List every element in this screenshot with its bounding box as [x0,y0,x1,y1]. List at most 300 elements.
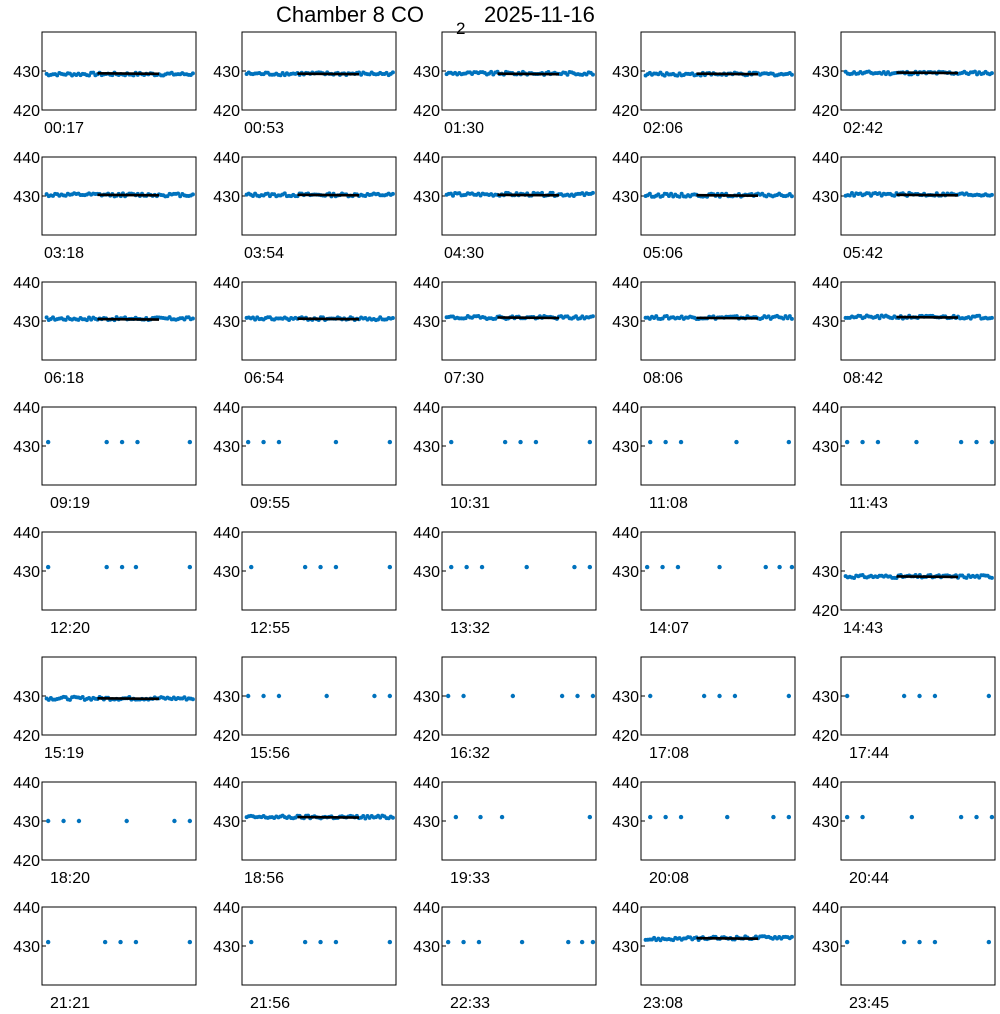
panel-time-label: 23:08 [643,995,684,1012]
data-point [461,694,465,698]
data-point [134,940,138,944]
data-point [261,694,265,698]
y-tick-label: 440 [413,900,440,917]
data-point [391,316,395,320]
panel-0354 [213,150,396,262]
y-tick-label: 440 [13,400,40,417]
panel-1856 [213,775,396,887]
panel-axes-box [641,782,795,860]
data-point [391,816,395,820]
data-point [845,815,849,819]
panel-0053 [213,32,396,137]
panel-time-label: 12:20 [50,620,91,637]
data-point [261,440,265,444]
data-point [334,565,338,569]
data-point [679,815,683,819]
data-point [454,815,458,819]
y-tick-label: 430 [612,314,639,331]
data-point [959,440,963,444]
panel-0919 [13,400,196,512]
panel-axes-box [641,907,795,985]
data-point [277,440,281,444]
data-point [334,940,338,944]
y-tick-label: 440 [812,400,839,417]
fit-line [497,195,559,196]
data-point [648,815,652,819]
data-point [717,694,721,698]
panel-1556 [213,657,396,762]
y-tick-label: 430 [213,189,240,206]
title-prefix: Chamber 8 CO [276,2,424,27]
panel-0318 [13,150,196,262]
data-point [679,440,683,444]
data-point [303,565,307,569]
panel-time-label: 09:55 [250,495,291,512]
panel-time-label: 11:08 [649,495,688,512]
y-tick-label: 420 [812,603,839,620]
data-point [477,940,481,944]
y-tick-label: 440 [213,150,240,167]
data-point [188,565,192,569]
panel-2121 [13,900,196,1012]
y-tick-label: 420 [612,728,639,745]
panel-1519 [13,657,196,762]
y-tick-label: 430 [413,939,440,956]
panel-1031 [413,400,596,512]
y-tick-label: 430 [413,439,440,456]
panel-0206 [612,32,795,137]
y-tick-label: 440 [612,275,639,292]
panel-0017 [13,32,196,137]
y-tick-label: 430 [812,189,839,206]
panel-series [645,565,794,569]
y-tick-label: 440 [213,775,240,792]
panel-series [845,815,994,819]
panel-series [648,694,791,698]
panel-1255 [213,525,396,637]
fit-line [97,195,159,196]
data-point [46,819,50,823]
data-point [933,694,937,698]
panel-axes-box [841,282,995,360]
data-point [188,819,192,823]
y-tick-label: 440 [13,900,40,917]
panel-1332 [413,525,596,637]
data-point [580,940,584,944]
panel-series [845,694,991,698]
y-tick-label: 430 [13,939,40,956]
data-point [511,694,515,698]
y-tick-label: 440 [413,275,440,292]
y-tick-label: 440 [213,525,240,542]
panel-time-label: 03:18 [44,245,85,262]
y-tick-label: 420 [13,728,40,745]
data-point [717,565,721,569]
panel-series [454,815,592,819]
data-point [845,440,849,444]
data-point [787,694,791,698]
data-point [790,194,794,198]
data-point [959,815,963,819]
panel-time-label: 02:06 [643,120,684,137]
data-point [388,940,392,944]
panel-series [648,440,791,444]
panel-1220 [13,525,196,637]
panel-axes-box [442,282,596,360]
data-point [990,440,994,444]
data-point [725,815,729,819]
panel-time-label: 17:44 [849,745,890,762]
data-point [676,565,680,569]
y-tick-label: 420 [13,853,40,870]
panel-series [845,440,994,444]
data-point [77,819,81,823]
panel-time-label: 18:20 [50,870,91,887]
data-point [461,940,465,944]
panel-time-label: 01:30 [444,120,485,137]
panel-time-label: 17:08 [649,745,690,762]
data-point [990,316,994,320]
panel-time-label: 22:33 [450,995,491,1012]
panel-axes-box [641,532,795,610]
panel-series [446,694,595,698]
panel-time-label: 13:32 [450,620,491,637]
panel-time-label: 06:18 [44,370,85,387]
panel-time-label: 20:08 [649,870,690,887]
data-point [876,440,880,444]
y-tick-label: 440 [13,525,40,542]
data-point [591,940,595,944]
data-point [388,694,392,698]
data-point [135,440,139,444]
panel-series [246,694,392,698]
panel-0506 [612,150,795,262]
y-tick-label: 420 [413,728,440,745]
panel-axes-box [641,32,795,110]
data-point [61,819,65,823]
data-point [104,440,108,444]
y-tick-label: 440 [413,775,440,792]
data-point [787,440,791,444]
y-tick-label: 440 [612,400,639,417]
data-point [987,940,991,944]
y-tick-label: 440 [13,150,40,167]
data-point [46,940,50,944]
data-point [902,940,906,944]
data-point [391,192,395,196]
panel-series [249,940,392,944]
panel-time-label: 20:44 [849,870,890,887]
data-point [575,694,579,698]
y-tick-label: 440 [612,150,639,167]
y-tick-label: 430 [213,564,240,581]
panel-time-label: 04:30 [444,245,485,262]
y-tick-label: 430 [812,314,839,331]
data-point [771,815,775,819]
y-tick-label: 430 [413,314,440,331]
data-point [663,815,667,819]
data-point [990,576,994,580]
panel-series [46,565,192,569]
data-point [902,694,906,698]
data-point [191,192,195,196]
panel-axes-box [42,907,196,985]
fit-line [97,319,159,320]
data-point [591,191,595,195]
y-tick-label: 440 [812,150,839,167]
data-point [118,940,122,944]
panel-axes-box [841,407,995,485]
panel-time-label: 07:30 [444,370,485,387]
data-point [318,940,322,944]
panel-1108 [612,400,795,512]
y-tick-label: 430 [612,439,639,456]
panel-time-label: 15:19 [44,745,85,762]
panel-axes-box [242,907,396,985]
panel-axes-box [841,532,995,610]
data-point [987,694,991,698]
data-point [520,940,524,944]
panel-time-label: 08:06 [643,370,684,387]
panel-0806 [612,275,795,387]
y-tick-label: 430 [612,564,639,581]
data-point [990,815,994,819]
panel-0130 [413,32,596,137]
panel-grid [13,32,995,1012]
data-point [391,70,395,74]
panel-1933 [413,775,596,887]
panel-time-label: 00:17 [44,120,85,137]
y-tick-label: 440 [213,900,240,917]
y-tick-label: 430 [13,439,40,456]
data-point [648,440,652,444]
data-point [734,440,738,444]
data-point [534,440,538,444]
panel-1744 [812,657,995,762]
panel-time-label: 00:53 [244,120,285,137]
fit-line [297,195,359,196]
fit-line [696,74,758,75]
data-point [318,565,322,569]
data-point [246,440,250,444]
data-point [974,815,978,819]
y-tick-label: 440 [413,525,440,542]
y-tick-label: 440 [413,400,440,417]
panel-series [449,440,592,444]
fit-line [896,317,958,318]
panel-axes-box [442,532,596,610]
y-tick-label: 430 [413,189,440,206]
data-point [764,565,768,569]
data-point [103,940,107,944]
data-point [790,317,794,321]
fit-line [97,698,159,699]
figure-title [276,2,595,38]
data-point [733,694,737,698]
data-point [787,815,791,819]
data-point [246,694,250,698]
y-tick-label: 440 [612,525,639,542]
panel-series [46,819,192,823]
data-point [46,565,50,569]
y-tick-label: 440 [812,775,839,792]
data-point [478,815,482,819]
data-point [334,440,338,444]
data-point [860,440,864,444]
y-tick-label: 440 [812,275,839,292]
data-point [503,440,507,444]
data-point [449,565,453,569]
data-point [790,935,794,939]
panel-0542 [812,150,995,262]
panel-axes-box [442,782,596,860]
panel-time-label: 19:33 [450,870,491,887]
y-tick-label: 440 [612,900,639,917]
panel-0654 [213,275,396,387]
y-tick-label: 430 [812,814,839,831]
data-point [191,697,195,701]
data-point [120,565,124,569]
data-point [480,565,484,569]
data-point [372,694,376,698]
y-tick-label: 440 [413,150,440,167]
y-tick-label: 430 [13,814,40,831]
panel-axes-box [841,782,995,860]
panel-axes-box [42,532,196,610]
y-tick-label: 440 [612,775,639,792]
panel-time-label: 14:43 [843,620,884,637]
data-point [777,565,781,569]
y-tick-label: 440 [13,275,40,292]
data-point [500,815,504,819]
panel-series [449,565,592,569]
panel-1820 [13,775,196,887]
data-point [663,440,667,444]
data-point [449,440,453,444]
data-point [860,815,864,819]
y-tick-label: 440 [213,400,240,417]
y-tick-label: 420 [812,728,839,745]
data-point [702,694,706,698]
panel-series [845,940,991,944]
y-tick-label: 430 [612,939,639,956]
data-point [933,940,937,944]
data-point [104,565,108,569]
panel-2008 [612,775,795,887]
y-tick-label: 420 [13,103,40,120]
fit-line [297,74,359,75]
panel-0430 [413,150,596,262]
panel-axes-box [242,532,396,610]
panel-axes-box [42,32,196,110]
panel-time-label: 10:31 [450,495,491,512]
y-tick-label: 430 [812,564,839,581]
y-tick-label: 420 [213,728,240,745]
data-point [188,440,192,444]
panel-1443 [812,532,995,637]
panel-axes-box [242,407,396,485]
panel-time-label: 14:07 [649,620,690,637]
panel-time-label: 03:54 [244,245,285,262]
data-point [560,694,564,698]
y-tick-label: 430 [213,64,240,81]
data-point [845,940,849,944]
y-tick-label: 430 [213,814,240,831]
data-point [464,565,468,569]
panel-series [249,565,392,569]
y-tick-label: 430 [612,814,639,831]
panel-axes-box [841,907,995,985]
data-point [566,940,570,944]
data-point [191,71,195,75]
data-point [990,193,994,197]
panel-1407 [612,525,795,637]
y-tick-label: 430 [812,64,839,81]
y-tick-label: 430 [213,439,240,456]
panel-axes-box [42,407,196,485]
data-point [120,440,124,444]
y-tick-label: 440 [13,775,40,792]
panel-0842 [812,275,995,387]
panel-time-label: 23:45 [849,995,890,1012]
data-point [125,819,129,823]
panel-1632 [413,657,596,762]
panel-time-label: 05:42 [843,245,884,262]
panel-series [446,940,595,944]
y-tick-label: 430 [213,939,240,956]
data-point [588,440,592,444]
data-point [46,440,50,444]
y-tick-label: 430 [13,314,40,331]
data-point [249,565,253,569]
panel-2233 [413,900,596,1012]
fit-line [696,318,758,319]
y-tick-label: 430 [213,689,240,706]
data-point [845,694,849,698]
panel-series [246,440,392,444]
panel-2345 [812,900,995,1012]
panel-time-label: 21:56 [250,995,291,1012]
y-tick-label: 430 [413,814,440,831]
panel-series [46,440,192,444]
data-point [990,71,994,75]
title-subscript: 2 [456,19,466,38]
panel-2308 [612,900,795,1012]
panel-axes-box [242,782,396,860]
panel-2156 [213,900,396,1012]
data-point [917,940,921,944]
data-point [388,565,392,569]
panel-time-label: 15:56 [250,745,291,762]
data-point [525,565,529,569]
panel-time-label: 21:21 [50,995,91,1012]
y-tick-label: 430 [213,314,240,331]
panel-time-label: 08:42 [843,370,884,387]
fit-line [696,195,758,196]
y-tick-label: 430 [612,689,639,706]
data-point [446,940,450,944]
title-date: 2025-11-16 [484,2,595,27]
panel-time-label: 02:42 [843,120,884,137]
data-point [591,314,595,318]
data-point [917,694,921,698]
data-point [591,694,595,698]
fit-line [97,73,159,74]
fit-line [297,319,359,320]
fit-line [896,576,958,577]
data-point [914,440,918,444]
y-tick-label: 430 [812,439,839,456]
